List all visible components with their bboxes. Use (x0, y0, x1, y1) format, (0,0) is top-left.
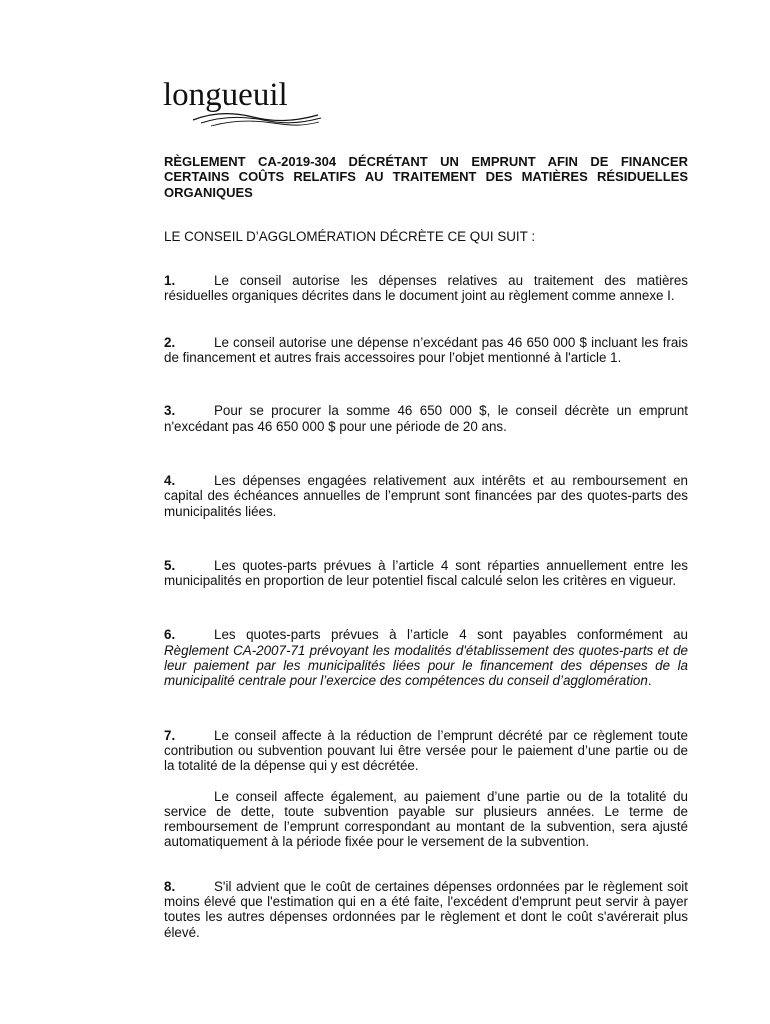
regulation-title: RÈGLEMENT CA-2019-304 DÉCRÉTANT UN EMPRUNT AFIN DE FINANCER CERTAINS COÛTS RELATIFS AU TRAITEMENT DES MATIÈRES RÉSIDUELLES ORGANIQUES (164, 154, 688, 200)
article-1 (164, 273, 688, 304)
article-number: 2. (164, 334, 176, 350)
intro-statement: LE CONSEIL D’AGGLOMÉRATION DÉCRÈTE CE QUI SUIT : (164, 228, 536, 244)
article-text: Le conseil autorise les dépenses relatives au traitement des matières résiduelles organiques décrites dans le document joint au règlement comme annexe I. (164, 273, 688, 304)
article-number: 1. (164, 273, 176, 289)
article-text: Pour se procurer la somme 46 650 000 $, le conseil décrète un emprunt n'excédant pas 46 650 000 $ pour une période de 20 ans. (164, 403, 688, 434)
article-5 (164, 558, 688, 589)
article-number: 8. (164, 878, 176, 894)
article-6 (164, 627, 688, 688)
article-8 (164, 879, 688, 940)
article-number: 5. (164, 557, 176, 573)
article-number: 4. (164, 472, 176, 488)
longueuil-logo (163, 78, 323, 128)
article-text-end: . (647, 673, 652, 689)
article-text: Les dépenses engagées relativement aux intérêts et au remboursement en capital des échéances annuelles de l’emprunt sont financées par des quotes-parts des municipalités liées. (164, 472, 688, 519)
article-text: Le conseil affecte à la réduction de l’emprunt décrété par ce règlement toute contribution ou subvention pouvant lui être versée pour le paiement d’une partie ou de la totalité de la dépense qui y est décrétée. (164, 727, 688, 774)
article-number: 6. (164, 627, 176, 643)
article-7 (164, 728, 688, 774)
article-2 (164, 335, 688, 366)
article-3 (164, 403, 688, 434)
document-body (164, 150, 688, 940)
article-text: S'il advient que le coût de certaines dépenses ordonnées par le règlement soit moins élevé que l'estimation qui en a été faite, l'excédent d'emprunt peut servir à payer toutes les autres dépenses ordonnées par le règlement et dont le coût s'avérerait plus élevé. (164, 878, 688, 940)
article-4 (164, 473, 688, 519)
article-text: Le conseil autorise une dépense n’excédant pas 46 650 000 $ incluant les frais de financement et autres frais accessoires pour l’objet mentionné à l'article 1. (164, 334, 688, 366)
referenced-regulation-title: Règlement CA-2007-71 prévoyant les modalités d'établissement des quotes-parts et de leur paiement par les municipalités liées pour le financement des dépenses de la municipalité centrale pour l’exercice des compétences du conseil d’agglomération (164, 642, 688, 689)
article-number: 3. (164, 403, 176, 419)
article-text: Les quotes-parts prévues à l’article 4 sont payables conformément au (214, 627, 688, 643)
logo-wordmark: longueuil (163, 77, 288, 113)
logo-waves-icon (193, 108, 323, 128)
article-text: Les quotes-parts prévues à l’article 4 sont réparties annuellement entre les municipalités en proportion de leur potentiel fiscal calculé selon les critères en vigueur. (164, 557, 688, 589)
article-number: 7. (164, 727, 176, 743)
article-7-paragraph-2: Le conseil affecte également, au paiement d’une partie ou de la totalité du service de dette, toute subvention payable sur plusieurs années. Le terme de remboursement de l’emprunt correspondant au montant de la subvention, sera ajusté automatiquement à la période fixée pour le versement de la subvention. (164, 788, 688, 850)
